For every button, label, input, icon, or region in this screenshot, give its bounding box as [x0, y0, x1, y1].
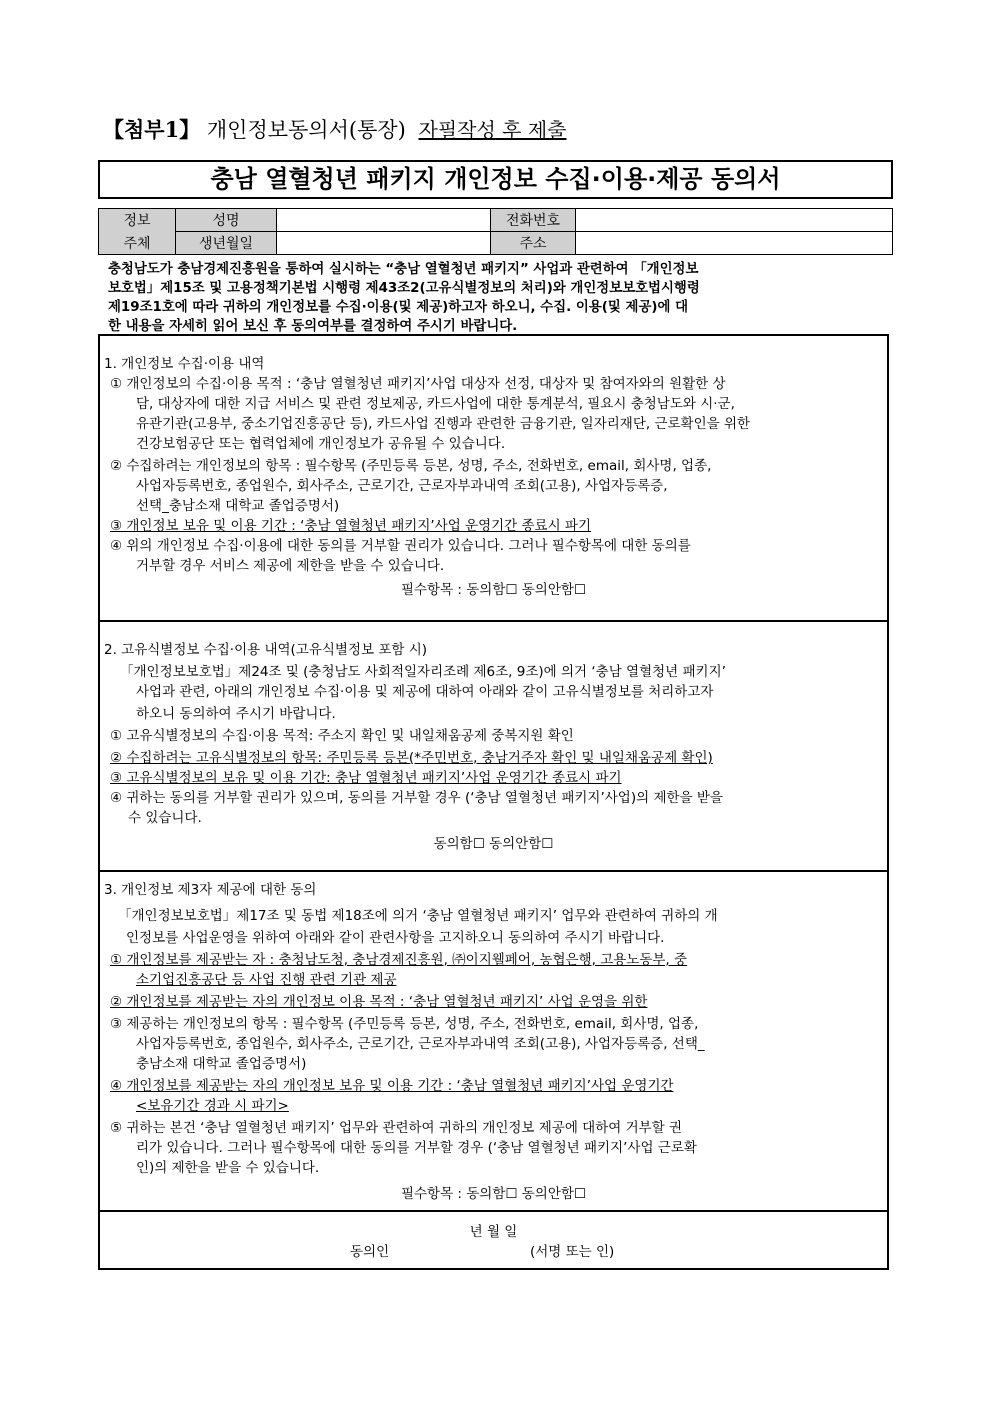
name-label: 성명: [176, 209, 277, 232]
address-label: 주소: [491, 232, 576, 255]
intro-line: 보호법」제15조 및 고용정책기본법 시행령 제43조2(고유식별정보의 처리)와 개인정보보호법시행령: [108, 280, 700, 296]
intro-line: 충청남도가 충남경제진흥원을 통하여 실시하는 “충남 열혈청년 패키지” 사업과 관련하여 「개인정보: [108, 261, 699, 277]
section-line: 사업자등록번호, 종업원수, 회사주소, 근로기간, 근로자부과내역 조회(고용), 사업자등록증,: [136, 478, 668, 494]
attachment-title: 개인정보동의서(통장): [206, 118, 406, 142]
intro-paragraph: [108, 260, 890, 336]
section-line: <보유기간 경과 시 파기>: [136, 1098, 289, 1114]
consent-checkboxes[interactable]: 필수항목 : 동의함☐ 동의안함☐: [400, 1186, 587, 1202]
section-line: ① 개인정보를 제공받는 자 : 충청남도청, 충남경제진흥원, ㈜이지웰페어, 농협은행, 고용노동부, 중: [110, 952, 688, 968]
address-field[interactable]: [576, 232, 893, 255]
section-line: 충남소재 대학교 졸업증명서): [136, 1056, 307, 1072]
section-line: ② 개인정보를 제공받는 자의 개인정보 이용 목적 : ‘충남 열혈청년 패키지’ 사업 운영을 위한: [110, 994, 648, 1010]
section-line: ② 수집하려는 개인정보의 항목 : 필수항목 (주민등록 등본, 성명, 주소, 전화번호, email, 회사명, 업종,: [110, 458, 712, 474]
section-heading: 3. 개인정보 제3자 제공에 대한 동의: [104, 882, 317, 898]
phone-field[interactable]: [576, 209, 893, 232]
signer-label: 동의인: [350, 1244, 390, 1260]
section-line: ④ 위의 개인정보 수집·이용에 대한 동의를 거부할 권리가 있습니다. 그러나 필수항목에 대한 동의를: [110, 538, 691, 554]
section-line: 유관기관(고용부, 중소기업진흥공단 등), 카드사업 진행과 관련한 금융기관, 일자리재단, 근로확인을 위한: [136, 416, 751, 432]
section-line: 인정보를 사업운영을 위하여 아래와 같이 관련사항을 고지하오니 동의하여 주시기 바랍니다.: [126, 930, 665, 946]
subject-label-1: 정보: [99, 209, 176, 232]
section-heading: 2. 고유식별정보 수집·이용 내역(고유식별정보 포함 시): [104, 642, 428, 658]
section-line: ④ 귀하는 동의를 거부할 권리가 있으며, 동의를 거부할 경우 (‘충남 열혈청년 패키지’사업)의 제한을 받을: [110, 790, 723, 806]
section-line: 수 있습니다.: [128, 810, 202, 826]
section-line: ④ 개인정보를 제공받는 자의 개인정보 보유 및 이용 기간 : ‘충남 열혈청년 패키지’사업 운영기간: [110, 1078, 674, 1094]
section-line: ② 수집하려는 고유식별정보의 항목: 주민등록 등본(*주민번호, 충남거주자 확인 및 내일채움공제 확인): [110, 750, 713, 766]
consent-checkboxes[interactable]: 필수항목 : 동의함☐ 동의안함☐: [400, 582, 587, 598]
section-line: 하오니 동의하여 주시기 바랍니다.: [136, 706, 336, 722]
intro-line: 한 내용을 자세히 읽어 보신 후 동의여부를 결정하여 주시기 바랍니다.: [108, 318, 518, 334]
section-line: ① 고유식별정보의 수집·이용 목적: 주소지 확인 및 내일채움공제 중복지원 확인: [110, 728, 574, 744]
intro-line: 제19조1호에 따라 귀하의 개인정보를 수집·이용(및 제공)하고자 하오니, 수집. 이용(및 제공)에 대: [108, 299, 689, 315]
signature-section: [98, 1210, 889, 1270]
attachment-subtitle: 자필작성 후 제출: [418, 118, 567, 142]
section-heading: 1. 개인정보 수집·이용 내역: [104, 356, 265, 372]
section-line: 건강보험공단 또는 협력업체에 개인정보가 공유될 수 있습니다.: [136, 436, 506, 452]
section-line: 거부할 경우 서비스 제공에 제한을 받을 수 있습니다.: [136, 558, 445, 574]
section-line: 사업과 관련, 아래의 개인정보 수집·이용 및 제공에 대하여 아래와 같이 고유식별정보를 처리하고자: [136, 684, 714, 700]
birth-field[interactable]: [277, 232, 491, 255]
section-line: ③ 고유식별정보의 보유 및 이용 기간: 충남 열혈청년 패키지’사업 운영기간 종료시 파기: [110, 770, 622, 786]
section-line: ③ 제공하는 개인정보의 항목 : 필수항목 (주민등록 등본, 성명, 주소, 전화번호, email, 회사명, 업종,: [110, 1016, 699, 1032]
section-line: 「개인정보보호법」제17조 및 동법 제18조에 의거 ‘충남 열혈청년 패키지’ 업무와 관련하여 귀하의 개: [118, 908, 718, 924]
section-line: ⑤ 귀하는 본건 ‘충남 열혈청년 패키지’ 업무와 관련하여 귀하의 개인정보 제공에 대하여 거부할 권: [110, 1120, 683, 1136]
consent-checkboxes[interactable]: 동의함☐ 동의안함☐: [433, 836, 554, 852]
section-line: ③ 개인정보 보유 및 이용 기간 : ‘충남 열혈청년 패키지’사업 운영기간 종료시 파기: [110, 518, 591, 534]
section-line: 인)의 제한을 받을 수 있습니다.: [136, 1160, 320, 1176]
section-third-party: [98, 870, 889, 1212]
name-field[interactable]: [277, 209, 491, 232]
attachment-heading: [103, 114, 567, 144]
section-line: 사업자등록번호, 종업원수, 회사주소, 근로기간, 근로자부과내역 조회(고용), 사업자등록증, 선택_: [136, 1036, 705, 1052]
signature-hint[interactable]: (서명 또는 인): [530, 1244, 615, 1260]
section-collection-use: [98, 334, 889, 622]
section-line: 소기업진흥공단 등 사업 진행 관련 기관 제공: [136, 972, 397, 988]
section-line: 리가 있습니다. 그러나 필수항목에 대한 동의를 거부할 경우 (‘충남 열혈청년 패키지’사업 근로확: [136, 1140, 697, 1156]
section-line: 선택_충남소재 대학교 졸업증명서): [136, 498, 340, 514]
form-title: 충남 열혈청년 패키지 개인정보 수집·이용·제공 동의서: [98, 160, 893, 199]
birth-label: 생년월일: [176, 232, 277, 255]
section-line: 담, 대상자에 대한 지급 서비스 및 관련 정보제공, 카드사업에 대한 통계분석, 필요시 충청남도와 시·군,: [136, 396, 735, 412]
attachment-tag: 【첨부1】: [103, 117, 201, 142]
date-line[interactable]: 년 월 일: [469, 1224, 518, 1240]
subject-info-table: [98, 208, 893, 255]
subject-label-2: 주체: [99, 232, 176, 255]
section-unique-id: [98, 620, 889, 872]
section-line: 「개인정보보호법」제24조 및 (충청남도 사회적일자리조례 제6조, 9조)에 의거 ‘충남 열혈청년 패키지’: [120, 664, 726, 680]
section-line: ① 개인정보의 수집·이용 목적 : ‘충남 열혈청년 패키지’사업 대상자 선정, 대상자 및 참여자와의 원활한 상: [110, 376, 726, 392]
phone-label: 전화번호: [491, 209, 576, 232]
